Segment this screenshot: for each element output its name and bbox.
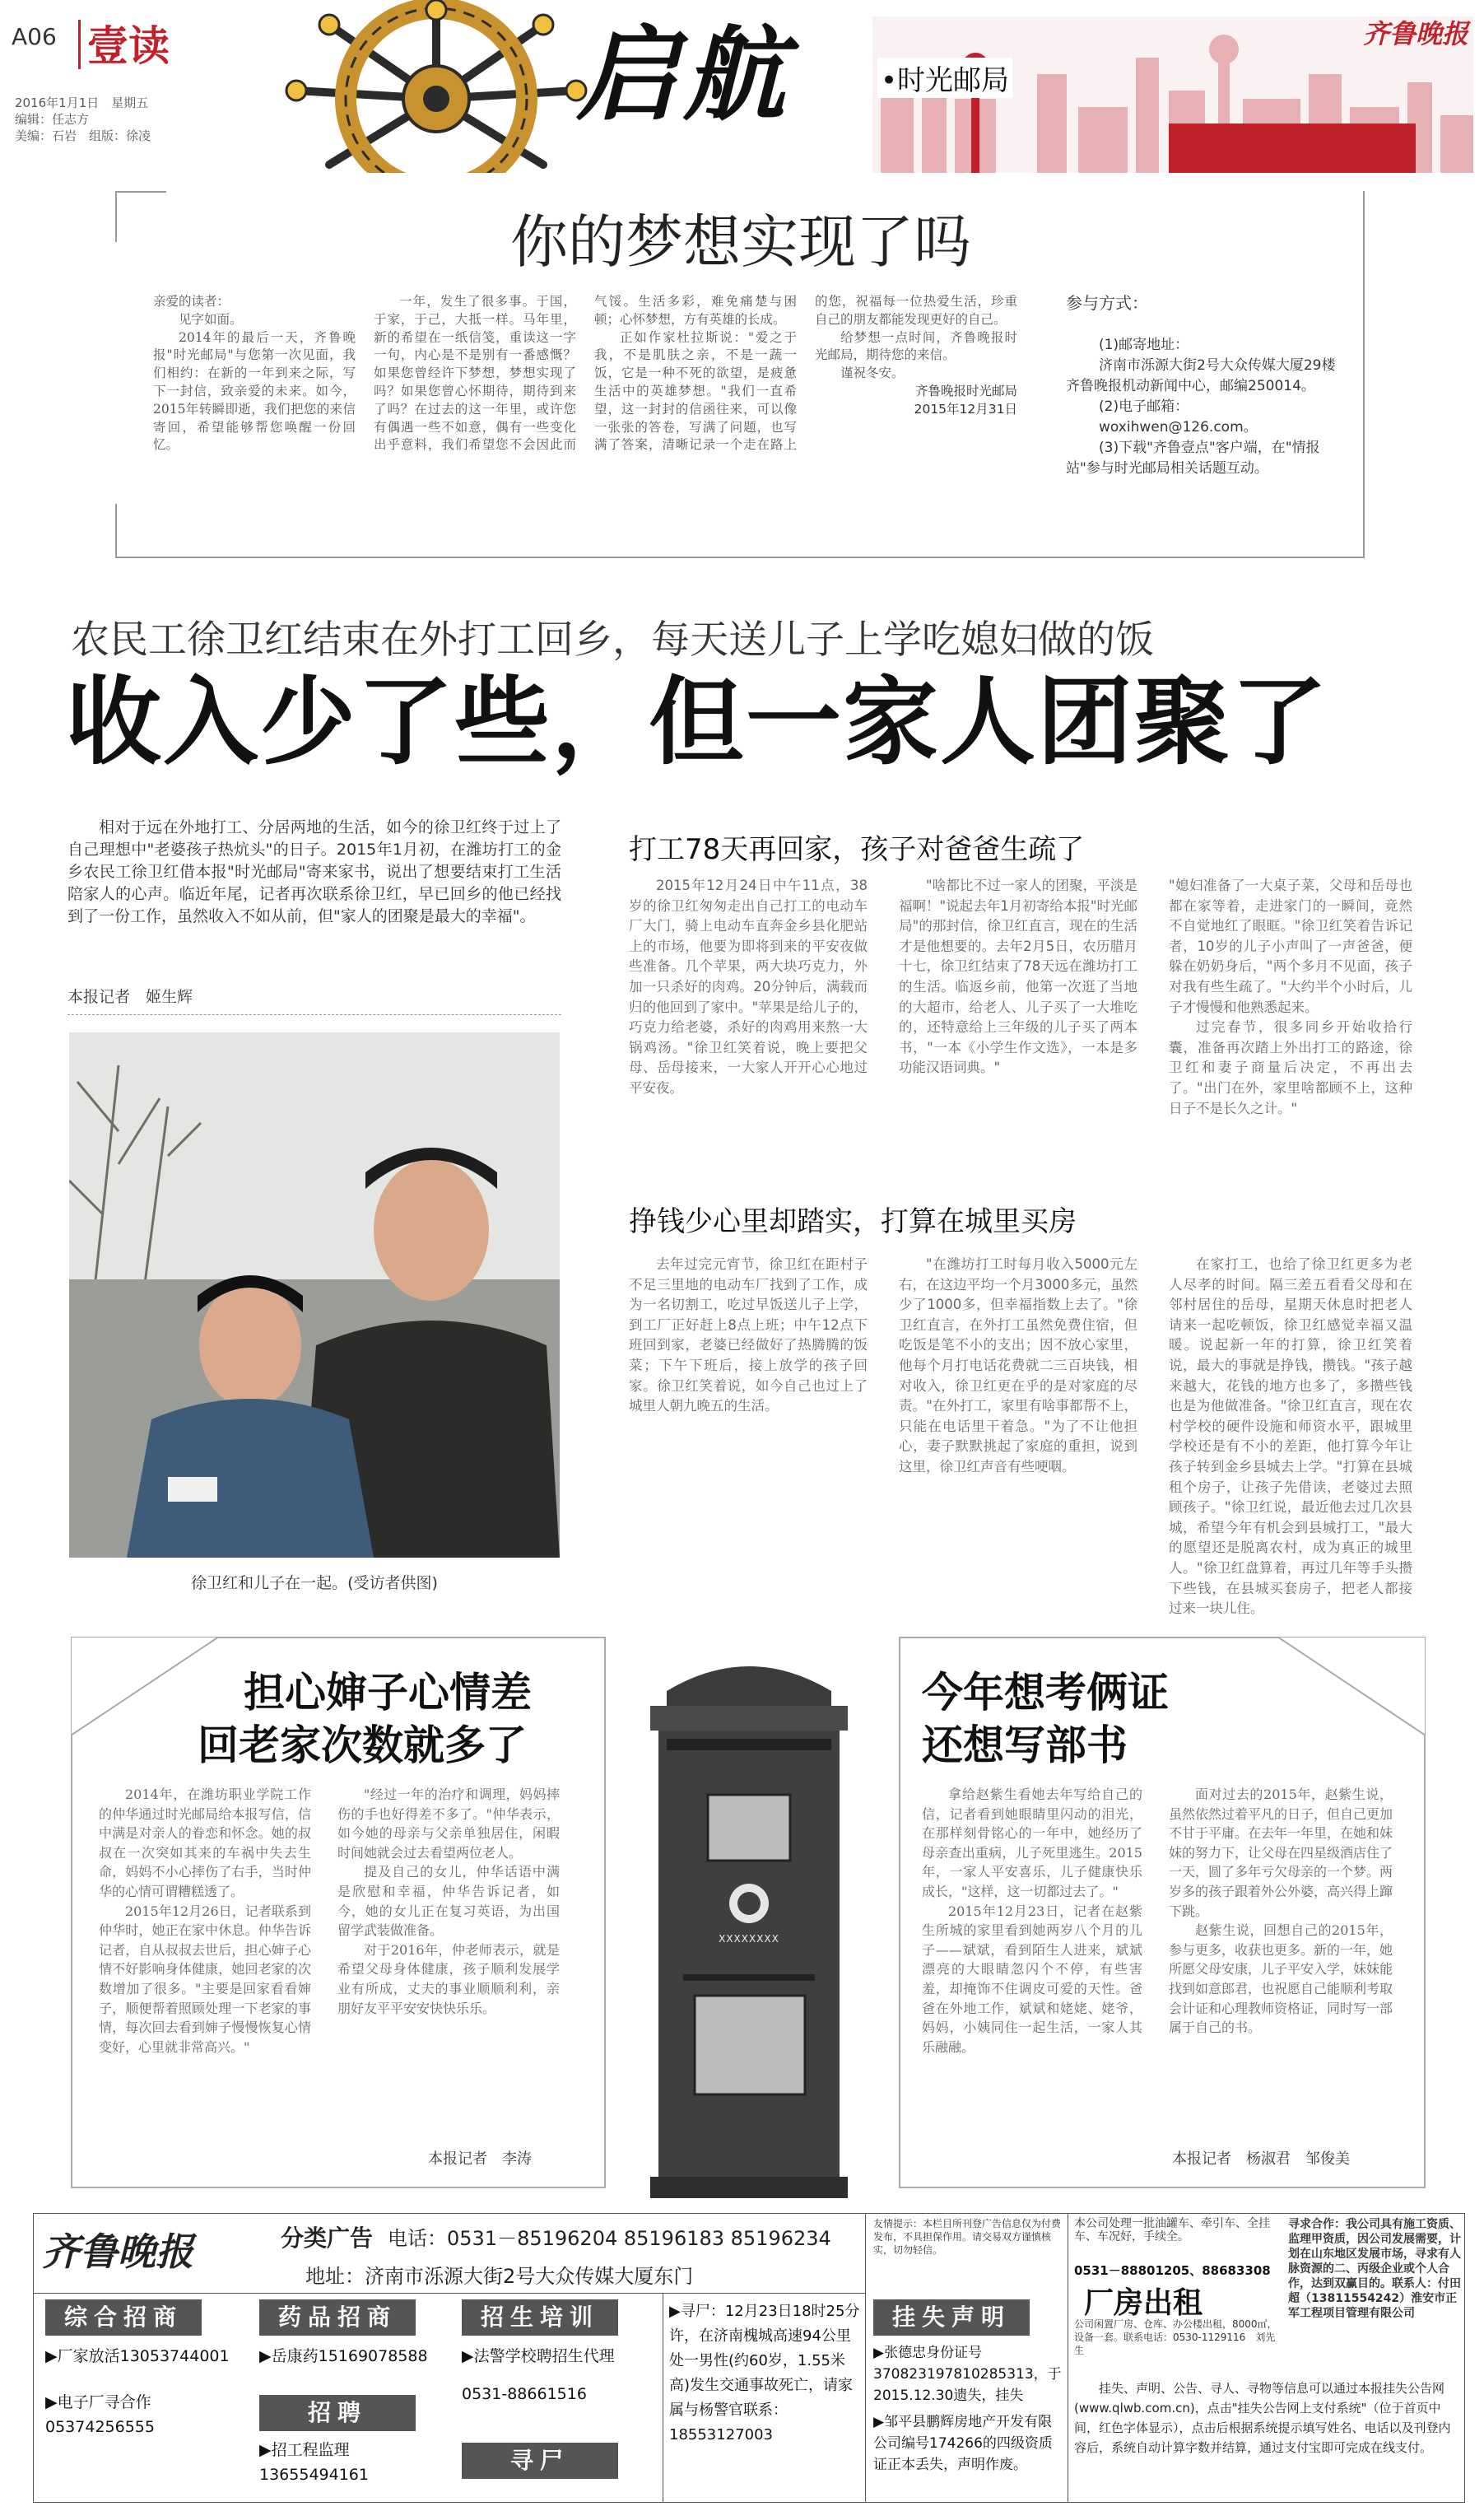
ad-item: ▶招工程监理 — [259, 2441, 350, 2459]
join-item: (1)邮寄地址： — [1099, 337, 1189, 353]
ad-listing — [873, 2342, 1064, 2476]
ad-item: ▶寻尸：12月23日18时25分许，在济南槐城高速94公里处一男性(约60岁，1.55米高)发生交通事故死亡，请家属与杨警官联系：18553127003 — [669, 2303, 860, 2443]
story-paragraph: 赵紫生说，回想自己的2015年，参与更多，收获也更多。新的一年，她所愿父母安康，儿子平安入学，妹妹能找到如意郎君，也祝愿自己能顺利考取会计证和心理教师资格证，同时写一部属于自己的书。 — [1169, 1922, 1393, 2036]
ad-item: ▶法警学校聘招生代理 — [462, 2347, 615, 2365]
dream-box — [115, 191, 1366, 560]
photo-illustration — [69, 1032, 560, 1558]
story-paragraph: 2015年12月23日，记者在赵紫生所城的家里看到她两岁八个月的儿子——斌斌，看到陌生人进来，斌斌漂亮的大眼睛忽闪个不停，有些害羞，却掩饰不住调皮可爱的天性。爸爸在外地工作，斌斌和姥姥、姥爷，妈妈，小姨同住一起生活，一家人其乐融融。 — [922, 1903, 1142, 2055]
story-paragraph: 2015年12月26日，记者联系到仲华时，她正在家中休息。仲华告诉记者，自从叔叔去世后，担心婶子心情不好影响身体健康，她回老家的次数增加了很多。"主要是回家看看婶子，顺便帮着照顾处理一下老家的事情，每次回去看到婶子慢慢恢复心情变好，心里就非常高兴。" — [99, 1903, 311, 2055]
page-number: A06 — [12, 23, 57, 50]
story-column — [1169, 1785, 1393, 2038]
letter-salutation: 亲爱的读者： — [153, 294, 230, 309]
story-paragraph: "啥都比不过一家人的团聚，平淡是福啊！"说起去年1月初寄给本报"时光邮局"的那封信，徐卫红直言，现在的生活才是他想要的。去年2月5日，农历腊月十七，徐卫红结束了78天远在潍坊打工的生活。临返乡前，他第一次逛了当地的大超市，给老人、儿子买了一大堆吃的，还特意给上三年级的儿子买了两本书，"一本《小学生作文选》，一本是多功能汉语词典。" — [899, 878, 1137, 1076]
ad-lost-notice: 挂失、声明、公告、寻人、寻物等信息可以通过本报挂失公告网(www.qlwb.com.cn)，点击"挂失公告网上支付系统"（位于首页中间，红色字体显示），点击后根据系统提示填写姓名、电话以及刊登内容后，系统自动计算字数并结算，通过支付宝即可完成在线支付。 — [1074, 2381, 1451, 2455]
letter-paragraph: 给梦想一点时间，齐鲁晚报时光邮局，期待您的来信。 — [815, 329, 1017, 363]
ads-header — [34, 2214, 1062, 2294]
ad-item: 13655494161 — [259, 2466, 369, 2484]
story-column — [899, 1255, 1137, 1478]
main-headline: 收入少了些，但一家人团聚了 — [66, 667, 1328, 778]
story-paragraph: 面对过去的2015年，赵紫生说，虽然依然过着平凡的日子，但自己更加不甘于平庸。在去年一年里，在她和妹妹的努力下，让父母在四星级酒店住了一天，圆了多年亏欠母亲的一个梦。两岁多的孩子跟着外公外婆，高兴得上蹿下跳。 — [1169, 1787, 1393, 1919]
section2-title: 挣钱少心里却踏实，打算在城里买房 — [629, 1205, 1077, 1238]
right-box-title-2: 还想写部书 — [922, 1721, 1128, 1769]
letter-paragraph: 正如作家杜拉斯说："爱之于我，不是肌肤之亲，不是一蔬一饭，它是一种不死的欲望，是疲惫生活中的英雄梦想。"我们一直希望，这一封封的信函往来，可以像一张张的答卷，写满了问题，也写满了答案，清晰记录一个走在路上的您，祝福每一位热爱生活，珍重自己的朋友都能发现更好的自己。 — [594, 294, 1017, 453]
ads-phone: 电话：0531－85196204 85196183 85196234 — [388, 2227, 831, 2250]
story-column — [899, 876, 1137, 1078]
story-paragraph: 对于2016年，仲老师表示，就是希望父母身体健康，孩子顺利发展学业有所成，丈夫的事业顺顺利利，亲朋好友平平安安快快乐乐。 — [337, 1941, 560, 2016]
story-column — [629, 876, 868, 1099]
ad-category-title: 药品招商 — [259, 2299, 416, 2336]
main-lead: 相对于远在外地打工、分居两地的生活，如今的徐卫红终于过上了自己理想中"老婆孩子热炕头"的日子。2015年1月初，在潍坊打工的金乡农民工徐卫红借本报"时光邮局"寄来家书，说出了想要结束打工生活陪家人的心声。临近年尾，记者再次联系徐卫红，早已回乡的他已经找到了一份工作，虽然收入不如从前，但"家人的团聚是最大的幸福"。 — [67, 818, 561, 925]
left-box-title-2: 回老家次数就多了 — [198, 1721, 527, 1769]
story-paragraph: "媳妇准备了一大桌子菜，父母和岳母也都在家等着，走进家门的一瞬间，竟然不自觉地红了眼眶。"徐卫红笑着告诉记者，10岁的儿子小声叫了一声爸爸，便躲在奶奶身后，"两个多月不见面，孩子对我有些生疏了。"大约半个小时后，儿子才慢慢和他熟悉起来。 — [1169, 878, 1412, 1015]
section-name: 壹读 — [87, 22, 170, 70]
dream-box-letter — [153, 293, 1017, 548]
ad-item: ▶厂家放活13053744001 — [45, 2347, 230, 2365]
ad-rent-text: 公司闲置厂房、仓库、办公楼出租，8000㎡，设备一套。联系电话：0530-1129116 刘先生 — [1074, 2318, 1277, 2356]
column-title: 启航 — [576, 16, 791, 135]
ad-item: ▶张德忠身份证号370823197810285313，于2015.12.30遗失，挂失 — [873, 2345, 1062, 2404]
designer-line: 美编：石岩 组版：徐凌 — [15, 128, 151, 143]
ad-category-title: 招聘 — [259, 2395, 416, 2431]
story-paragraph: "在潍坊打工时每月收入5000元左右，在这边平均一个月3000多元，虽然少了1000多，但幸福指数上去了。"徐卫红直言，在外打工虽然免费住宿，但吃饭是笔不小的支出；因不放心家里，他每个月打电话花费就二三百块钱，相对收入，徐卫红更在乎的是对家庭的尽责。"在外打工，家里有啥事都帮不上，只能在电话里干着急。"为了不让他担心，妻子默默挑起了家庭的重担，说到这里，徐卫红声音有些哽咽。 — [899, 1256, 1137, 1474]
ship-wheel-icon — [280, 0, 593, 173]
ad-category-title: 招生培训 — [462, 2299, 618, 2336]
story-column — [629, 1255, 868, 1417]
story-photo — [69, 1032, 560, 1558]
ads-vertical-rule — [865, 2214, 866, 2502]
join-item: (2)电子邮箱： — [1099, 398, 1189, 415]
story-paragraph: 提及自己的女儿，仲华话语中满是欣慰和幸福，仲华告诉记者，如今，她的女儿正在复习英语，为出国留学武装做准备。 — [337, 1864, 560, 1939]
ad-listing — [462, 2344, 659, 2406]
join-section — [1066, 293, 1346, 479]
story-paragraph: 2015年12月24日中午11点，38岁的徐卫红匆匆走出自己打工的电动车厂大门，骑上电动车直奔金乡县化肥站上的市场，他要为即将到来的平安夜做些准备。几个苹果，两大块巧克力，外加一只杀好的肉鸡。20分钟后，满载而归的他回到了家中。"苹果是给儿子的，巧克力给老婆，杀好的肉鸡用来熬一大锅鸡汤。"徐卫红笑着说，晚上要把父母、岳母接来，一大家人开开心心地过平安夜。 — [629, 878, 868, 1096]
left-box-byline: 本报记者 李涛 — [428, 2150, 532, 2168]
ad-listing — [259, 2344, 465, 2369]
dream-box-title: 你的梦想实现了吗 — [510, 208, 971, 276]
story-paragraph: "经过一年的治疗和调理，妈妈摔伤的手也好得差不多了。"仲华表示，如今她的母亲与父亲单独居住，闲暇时间她就会过去看望两位老人。 — [337, 1787, 560, 1861]
letter-signature: 齐鲁晚报时光邮局 — [914, 383, 1017, 398]
ad-category-title: 寻尸 — [462, 2443, 618, 2479]
ad-listing — [259, 2438, 465, 2487]
ad-rent-title: 厂房出租 — [1084, 2286, 1203, 2320]
story-column — [922, 1785, 1142, 2057]
mailbox-plate: XXXXXXXX — [719, 1933, 779, 1945]
letter-date: 2015年12月31日 — [914, 401, 1017, 417]
letter-paragraph: 2014年的最后一天，齐鲁晚报"时光邮局"与您第一次见面，我们相约：在新的一年到来之际，写下一封信，致亲爱的未来。如今，2015年转瞬即逝，我们把您的来信寄回，希望能够帮您唤醒一份回忆。 — [153, 329, 356, 453]
editor-line: 编辑：任志方 — [15, 112, 90, 127]
mailbox-icon — [634, 1642, 864, 2201]
main-kicker: 农民工徐卫红结束在外打工回乡，每天送儿子上学吃媳妇做的饭 — [71, 617, 1154, 663]
column-subtitle: •时光邮局 — [877, 58, 1012, 98]
ad-item: 0531-88661516 — [462, 2385, 587, 2403]
right-box-fold — [1277, 1637, 1426, 1735]
section2-columns — [629, 1255, 1419, 1617]
paper-logo: 齐鲁晚报 — [1363, 18, 1469, 49]
ad-vehicle-sale: 本公司处理一批油罐车、牵引车、全挂车、车况好，手续全。 — [1074, 2217, 1270, 2243]
byline-rule — [67, 1014, 561, 1015]
letter-paragraph: 一年，发生了很多事。于国，于家，于己，大抵一样。马年里，新的希望在一纸信笺，重读这一字一句，内心是不是别有一番感慨？如果您曾经许下梦想，梦想实现了吗？如果您曾心怀期待，期待到来了吗？在过去的这一年里，或许您有偶遇一些不如意，偶有一些变化出乎意料，我们希望您不会因此而气馁。生活多彩，难免痛楚与困顿；心怀梦想，方有英雄的长成。 — [374, 294, 797, 453]
join-item: (3)下载"齐鲁壹点"客户端，在"情报站"参与时光邮局相关话题互动。 — [1066, 440, 1320, 477]
right-box-byline: 本报记者 杨淑君 邹俊美 — [1172, 2150, 1350, 2168]
ad-category-title: 综合招商 — [45, 2299, 202, 2336]
ad-category-title: 挂失声明 — [873, 2299, 1030, 2336]
join-item: 济南市泺源大街2号大众传媒大厦29楼齐鲁晚报机动新闻中心，邮编250014。 — [1066, 357, 1336, 394]
join-item: woxihwen@126.com。 — [1099, 419, 1258, 436]
dream-box-corner-bl — [115, 504, 117, 557]
story-column — [1169, 876, 1412, 1119]
left-box-fold — [71, 1637, 219, 1735]
ad-item: 05374256555 — [45, 2418, 155, 2436]
main-byline: 本报记者 姬生辉 — [67, 988, 193, 1006]
ad-item: ▶邹平县鹏辉房地产开发有限公司编号174266的四级资质证正本丢失，声明作废。 — [873, 2414, 1053, 2473]
story-paragraph: 拿给赵紫生看她去年写给自己的信，记者看到她眼睛里闪动的泪光，在那样刻骨铭心的一年中，她经历了母亲查出重病，儿子死里逃生。2015年，一家人平安喜乐，儿子健康快乐成长，"这样，这一切都过去了。" — [922, 1787, 1142, 1899]
ad-cooperation: 寻求合作：我公司具有施工资质、监理甲资质，因公司发展需要，计划在山东地区发展市场，寻求有人脉资源的二、丙级企业或个人合作，达到双赢目的。联系人：付田超（13811554242）淮安市正军工程项目管理有限公司 — [1288, 2218, 1461, 2320]
story-paragraph: 去年过完元宵节，徐卫红在距村子不足三里地的电动车厂找到了工作，成为一名切割工，吃过早饭送儿子上学，到工厂正好赶上8点上班；中午12点下班回到家，老婆已经做好了热腾腾的饭菜；下午下班后，接上放学的孩子回家。徐卫红笑着说，如今自己也过上了城里人朝九晚五的生活。 — [629, 1256, 868, 1414]
ad-item: ▶岳康药15169078588 — [259, 2347, 428, 2365]
masthead — [0, 0, 1484, 173]
right-box-title-1: 今年想考俩证 — [922, 1669, 1169, 1717]
join-title: 参与方式： — [1066, 293, 1148, 313]
left-box-title-1: 担心婶子心情差 — [244, 1669, 532, 1717]
section1-columns — [629, 876, 1419, 1158]
section1-title: 打工78天再回家，孩子对爸爸生疏了 — [629, 833, 1085, 866]
story-column — [99, 1785, 311, 2057]
story-column — [1169, 1255, 1412, 1619]
ad-listing — [669, 2299, 860, 2448]
story-paragraph: 在家打工，也给了徐卫红更多为老人尽孝的时间。隔三差五看看父母和在邻村居住的岳母，星期天休息时把老人请来一起吃顿饭，徐卫红感觉幸福又温暖。说起新一年的打算，徐卫红笑着说，最大的事就是挣钱，攒钱。"孩子越来越大，花钱的地方也多了，多攒些钱也是为他做准备。"徐卫红直言，现在农村学校的硬件设施和师资水平，跟城里学校还是有不小的差距，他打算今年让孩子转到金乡县城去上学。"打算在县城租个房子，让孩子先借读，老婆过去照顾孩子。"徐卫红说，最近他去过几次县城，希望今年有机会到县城打工，"最大的愿望还是脱离农村，成为真正的城里人。"徐卫红盘算着，再过几年等手头攒下些钱，在县城买套房子，把老人都接过来一块儿住。 — [1169, 1256, 1412, 1617]
story-paragraph: 过完春节，很多同乡开始收拾行囊，准备再次踏上外出打工的路途，徐卫红和妻子商量后决定，不再出去了。"出门在外，家里啥都顾不上，这种日子不是长久之计。" — [1169, 1019, 1412, 1116]
letter-paragraph: 见字如面。 — [179, 311, 243, 327]
story-paragraph: 2014年，在潍坊职业学院工作的仲华通过时光邮局给本报写信，信中满是对亲人的眷恋和怀念。她的叔叔在一次突如其来的车祸中失去生命，妈妈不小心摔伤了右手，当时仲华的心情可谓糟糕透了。 — [99, 1787, 311, 1899]
letter-closing: 谨祝冬安。 — [840, 366, 905, 381]
ads-section — [33, 2213, 1465, 2503]
photo-caption: 徐卫红和儿子在一起。(受访者供图) — [191, 1574, 438, 1592]
story-column — [337, 1785, 560, 2018]
ads-address: 地址：济南市泺源大街2号大众传媒大厦东门 — [305, 2265, 694, 2288]
ad-item: ▶电子厂寻合作 — [45, 2393, 151, 2411]
masthead-divider — [78, 20, 81, 69]
ad-rent-phone: 0531－88801205、88683308 — [1074, 2263, 1271, 2278]
ads-tagline: 友情提示：本栏目所刊登广告信息仅为付费发布，不具担保作用。请交易双方谨慎核实，切勿轻信。 — [873, 2218, 1062, 2256]
ads-logo: 齐鲁晚报 — [42, 2229, 193, 2274]
ads-header-label: 分类广告 — [281, 2224, 374, 2252]
ad-listing — [45, 2344, 251, 2439]
date-line: 2016年1月1日 星期五 — [15, 96, 149, 110]
